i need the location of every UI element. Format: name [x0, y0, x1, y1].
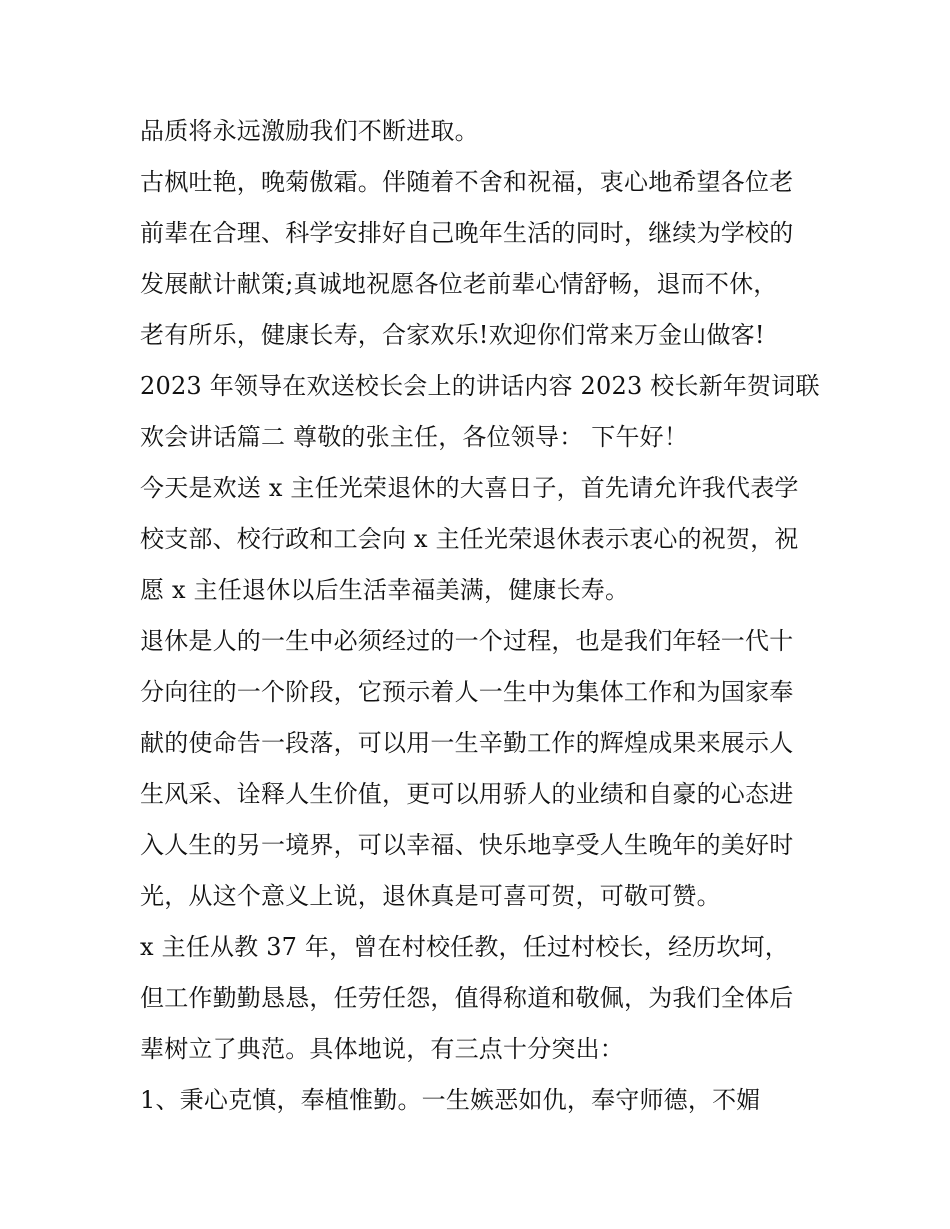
text-line: 欢会讲话篇二 尊敬的张主任，各位领导： 下午好！	[140, 423, 689, 451]
text-line: 退休是人的一生中必须经过的一个过程，也是我们年轻一代十	[140, 627, 794, 655]
text-line: 但工作勤勤恳恳，任劳任怨，值得称道和敬佩，为我们全体后	[140, 984, 794, 1012]
text-line: 2023 年领导在欢送校长会上的讲话内容 2023 校长新年贺词联	[140, 372, 820, 400]
text-line: 辈树立了典范。具体地说，有三点十分突出：	[140, 1035, 624, 1063]
text-line: 品质将永远激励我们不断进取。	[140, 117, 479, 145]
text-line: 分向往的一个阶段，它预示着人一生中为集体工作和为国家奉	[140, 678, 794, 706]
text-line: 光，从这个意义上说，退休真是可喜可贺，可敬可赞。	[140, 882, 721, 910]
text-line: 生风采、诠释人生价值，更可以用骄人的业绩和自豪的心态进	[140, 780, 794, 808]
text-line: 老有所乐，健康长寿，合家欢乐!欢迎你们常来万金山做客!	[140, 321, 765, 349]
text-line: 愿 x 主任退休以后生活幸福美满，健康长寿。	[140, 576, 630, 604]
text-line: 入人生的另一境界，可以幸福、快乐地享受人生晚年的美好时	[140, 831, 794, 859]
text-line: 校支部、校行政和工会向 x 主任光荣退休表示衷心的祝贺，祝	[140, 525, 799, 553]
document-body	[140, 106, 820, 1126]
text-line: 发展献计献策;真诚地祝愿各位老前辈心情舒畅，退而不休，	[140, 270, 778, 298]
text-line: 古枫吐艳，晚菊傲霜。伴随着不舍和祝福，衷心地希望各位老	[140, 168, 794, 196]
text-line: 今天是欢送 x 主任光荣退休的大喜日子，首先请允许我代表学	[140, 474, 799, 502]
text-line: 1、秉心克慎，奉植惟勤。一生嫉恶如仇，奉守师德，不媚	[140, 1086, 761, 1114]
text-line: 献的使命告一段落，可以用一生辛勤工作的辉煌成果来展示人	[140, 729, 794, 757]
text-line: 前辈在合理、科学安排好自己晚年生活的同时，继续为学校的	[140, 219, 794, 247]
text-line: x 主任从教 37 年，曾在村校任教，任过村校长，经历坎坷，	[140, 933, 789, 961]
